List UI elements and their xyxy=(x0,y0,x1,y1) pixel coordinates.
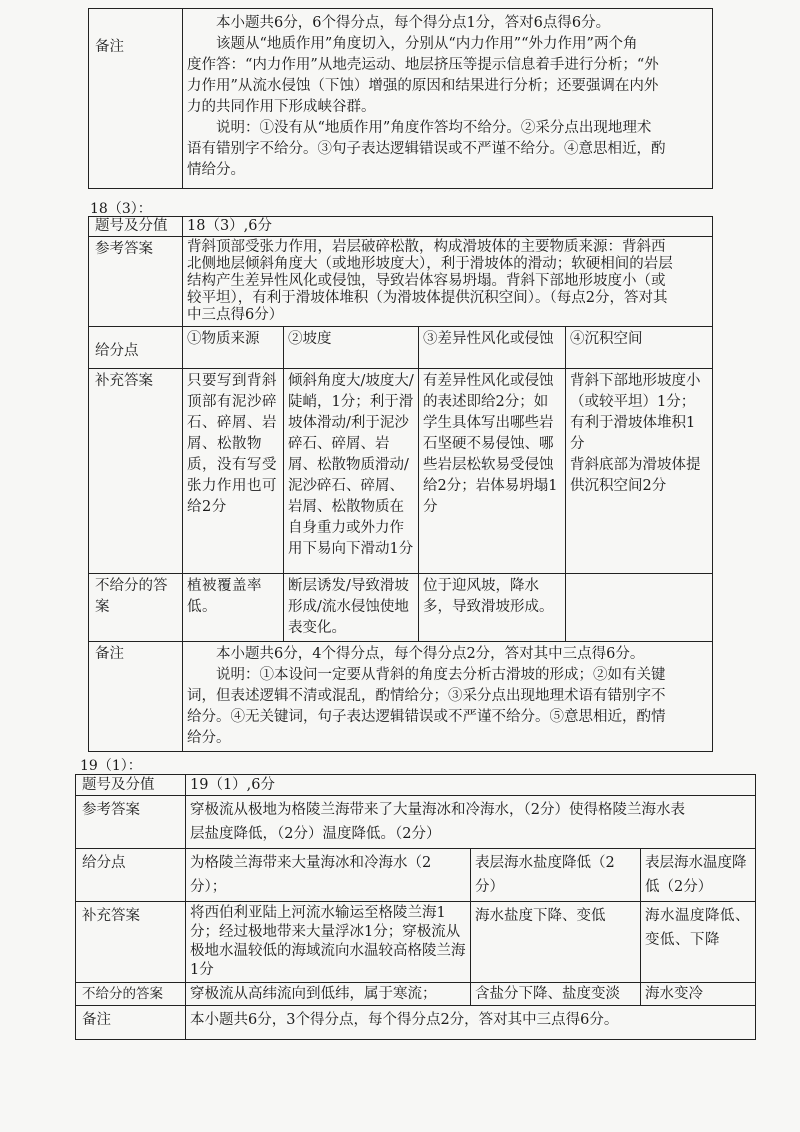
text-line: 情给分。 xyxy=(187,162,245,178)
q19-supplement-2: 海水盐度下降、变低 xyxy=(471,902,641,983)
text-line: 背斜顶部受张力作用，岩层破碎松散，构成滑坡体的主要物质来源：背斜西 xyxy=(187,239,666,255)
q19-number-value: 19（1）,6分 xyxy=(186,775,756,796)
q18-3-heading: 18（3）： xyxy=(90,201,152,217)
q19-point-1: 为格陵兰海带来大量海冰和冷海水（2分）； xyxy=(186,849,471,902)
q18-supplement-2: 倾斜角度大/坡度大/陡峭，1分；利于滑坡体滑动/利于泥沙碎石、碎屑、岩屑、松散物质滑动/泥沙碎石、碎屑、岩屑、松散物质在自身重力或外力作用下易向下滑动1分 xyxy=(284,369,419,574)
q18-point-1: ①物质来源 xyxy=(183,327,284,369)
q19-supplement-3: 海水温度降低、变低、下降 xyxy=(641,902,756,983)
q18-point-3: ③差异性风化或侵蚀 xyxy=(419,327,566,369)
q19-no-score-1: 穿极流从高纬流向到低纬，属于寒流； xyxy=(186,983,471,1006)
q18-note-text xyxy=(183,642,713,752)
q18-number-value: 18（3）,6分 xyxy=(183,217,713,237)
text-line: 北侧地层倾斜角度大（或地形坡度大），利于滑坡体的滑动；软硬相间的岩层 xyxy=(187,256,673,272)
text-line: 词，但表述逻辑不清或混乱，酌情给分；③采分点出现地理术语有错别字不 xyxy=(187,688,666,704)
text-line: 本小题共6分，4个得分点，每个得分点2分，答对其中三点得6分。 xyxy=(216,646,645,662)
text-line: 说明：①本设问一定要从背斜的角度去分析古滑坡的形成；②如有关键 xyxy=(216,667,666,683)
q18-supplement-4: 背斜下部地形坡度小（或较平坦）1分；有利于滑坡体堆积1分 背斜底部为滑坡体提供沉积空间2分 xyxy=(566,369,713,574)
text-line: 本小题共6分，6个得分点，每个得分点1分，答对6点得6分。 xyxy=(216,15,611,31)
q17-note-label: 备注 xyxy=(89,9,183,189)
q19-no-score-3: 海水变冷 xyxy=(641,983,756,1006)
q19-note-label: 备注 xyxy=(76,1006,186,1040)
q18-answer-text xyxy=(183,237,713,327)
text-line: 穿极流从极地为格陵兰海带来了大量海冰和冷海水，（2分）使得格陵兰海水表 xyxy=(190,802,685,818)
q18-point-2: ②坡度 xyxy=(284,327,419,369)
text-line: 结构产生差异性风化或侵蚀，导致岩体容易坍塌。背斜下部地形坡度小（或 xyxy=(187,273,666,289)
q18-point-4: ④沉积空间 xyxy=(566,327,713,369)
q18-note-label: 备注 xyxy=(89,642,183,752)
q19-1-table xyxy=(75,774,756,1040)
q19-no-score-label: 不给分的答案 xyxy=(76,983,186,1006)
q18-no-score-1: 植被覆盖率低。 xyxy=(183,574,284,642)
text-line: 层盐度降低，（2分）温度降低。（2分） xyxy=(190,826,441,842)
q19-no-score-2: 含盐分下降、盐度变淡 xyxy=(471,983,641,1006)
q19-point-3: 表层海水温度降低（2分） xyxy=(641,849,756,902)
q18-supplement-3: 有差异性风化或侵蚀的表述即给2分；如学生具体写出哪些岩石坚硬不易侵蚀、哪些岩层松软易受侵蚀给2分；岩体易坍塌1分 xyxy=(419,369,566,574)
text-line: 中三点得6分） xyxy=(187,307,284,323)
q17-note-table xyxy=(88,8,713,189)
q19-points-label: 给分点 xyxy=(76,849,186,902)
q18-no-score-3: 位于迎风坡，降水多，导致滑坡形成。 xyxy=(419,574,566,642)
text-line: 力作用”从流水侵蚀（下蚀）增强的原因和结果进行分析；还要强调在内外 xyxy=(187,78,659,94)
q18-no-score-label: 不给分的答案 xyxy=(89,574,183,642)
q19-supplement-label: 补充答案 xyxy=(76,902,186,983)
q19-1-heading: 19（1）： xyxy=(80,758,142,774)
q19-number-label: 题号及分值 xyxy=(76,775,186,796)
text-line: 较平坦），有利于滑坡体堆积（为滑坡体提供沉积空间）。（每点2分，答对其 xyxy=(187,290,668,306)
q19-supplement-1: 将西伯利亚陆上河流水输运至格陵兰海1分；经过极地带来大量浮冰1分；穿极流从极地水温较低的海域流向水温较高格陵兰海1分 xyxy=(186,902,471,983)
q19-note-text: 本小题共6分，3个得分点，每个得分点2分，答对其中三点得6分。 xyxy=(186,1006,756,1040)
q18-supplement-label: 补充答案 xyxy=(89,369,183,574)
q18-number-label: 题号及分值 xyxy=(89,217,183,237)
text-line: 度作答：“内力作用”从地壳运动、地层挤压等提示信息着手进行分析；“外 xyxy=(187,57,659,73)
q18-points-label: 给分点 xyxy=(89,327,183,369)
q18-supplement-1: 只要写到背斜顶部有泥沙碎石、碎屑、岩屑、松散物质，没有写受张力作用也可给2分 xyxy=(183,369,284,574)
q19-answer-text xyxy=(186,796,756,849)
q18-no-score-4 xyxy=(566,574,713,642)
q19-answer-label: 参考答案 xyxy=(76,796,186,849)
text-line: 给分。④无关键词，句子表达逻辑错误或不严谨不给分。⑤意思相近，酌情 xyxy=(187,709,666,725)
text-line: 该题从“地质作用”角度切入，分别从“内力作用”“外力作用”两个角 xyxy=(216,36,638,52)
q19-point-2: 表层海水盐度降低（2分） xyxy=(471,849,641,902)
text-line: 语有错别字不给分。③句子表达逻辑错误或不严谨不给分。④意思相近，酌 xyxy=(187,141,666,157)
q18-no-score-2: 断层诱发/导致滑坡形成/流水侵蚀使地表变化。 xyxy=(284,574,419,642)
q17-note-text xyxy=(183,9,713,189)
text-line: 说明：①没有从“地质作用”角度作答均不给分。②采分点出现地理术 xyxy=(216,120,652,136)
q18-answer-label: 参考答案 xyxy=(89,237,183,327)
text-line: 力的共同作用下形成峡谷群。 xyxy=(187,99,376,115)
q18-3-table xyxy=(88,216,713,752)
text-line: 给分。 xyxy=(187,730,231,746)
